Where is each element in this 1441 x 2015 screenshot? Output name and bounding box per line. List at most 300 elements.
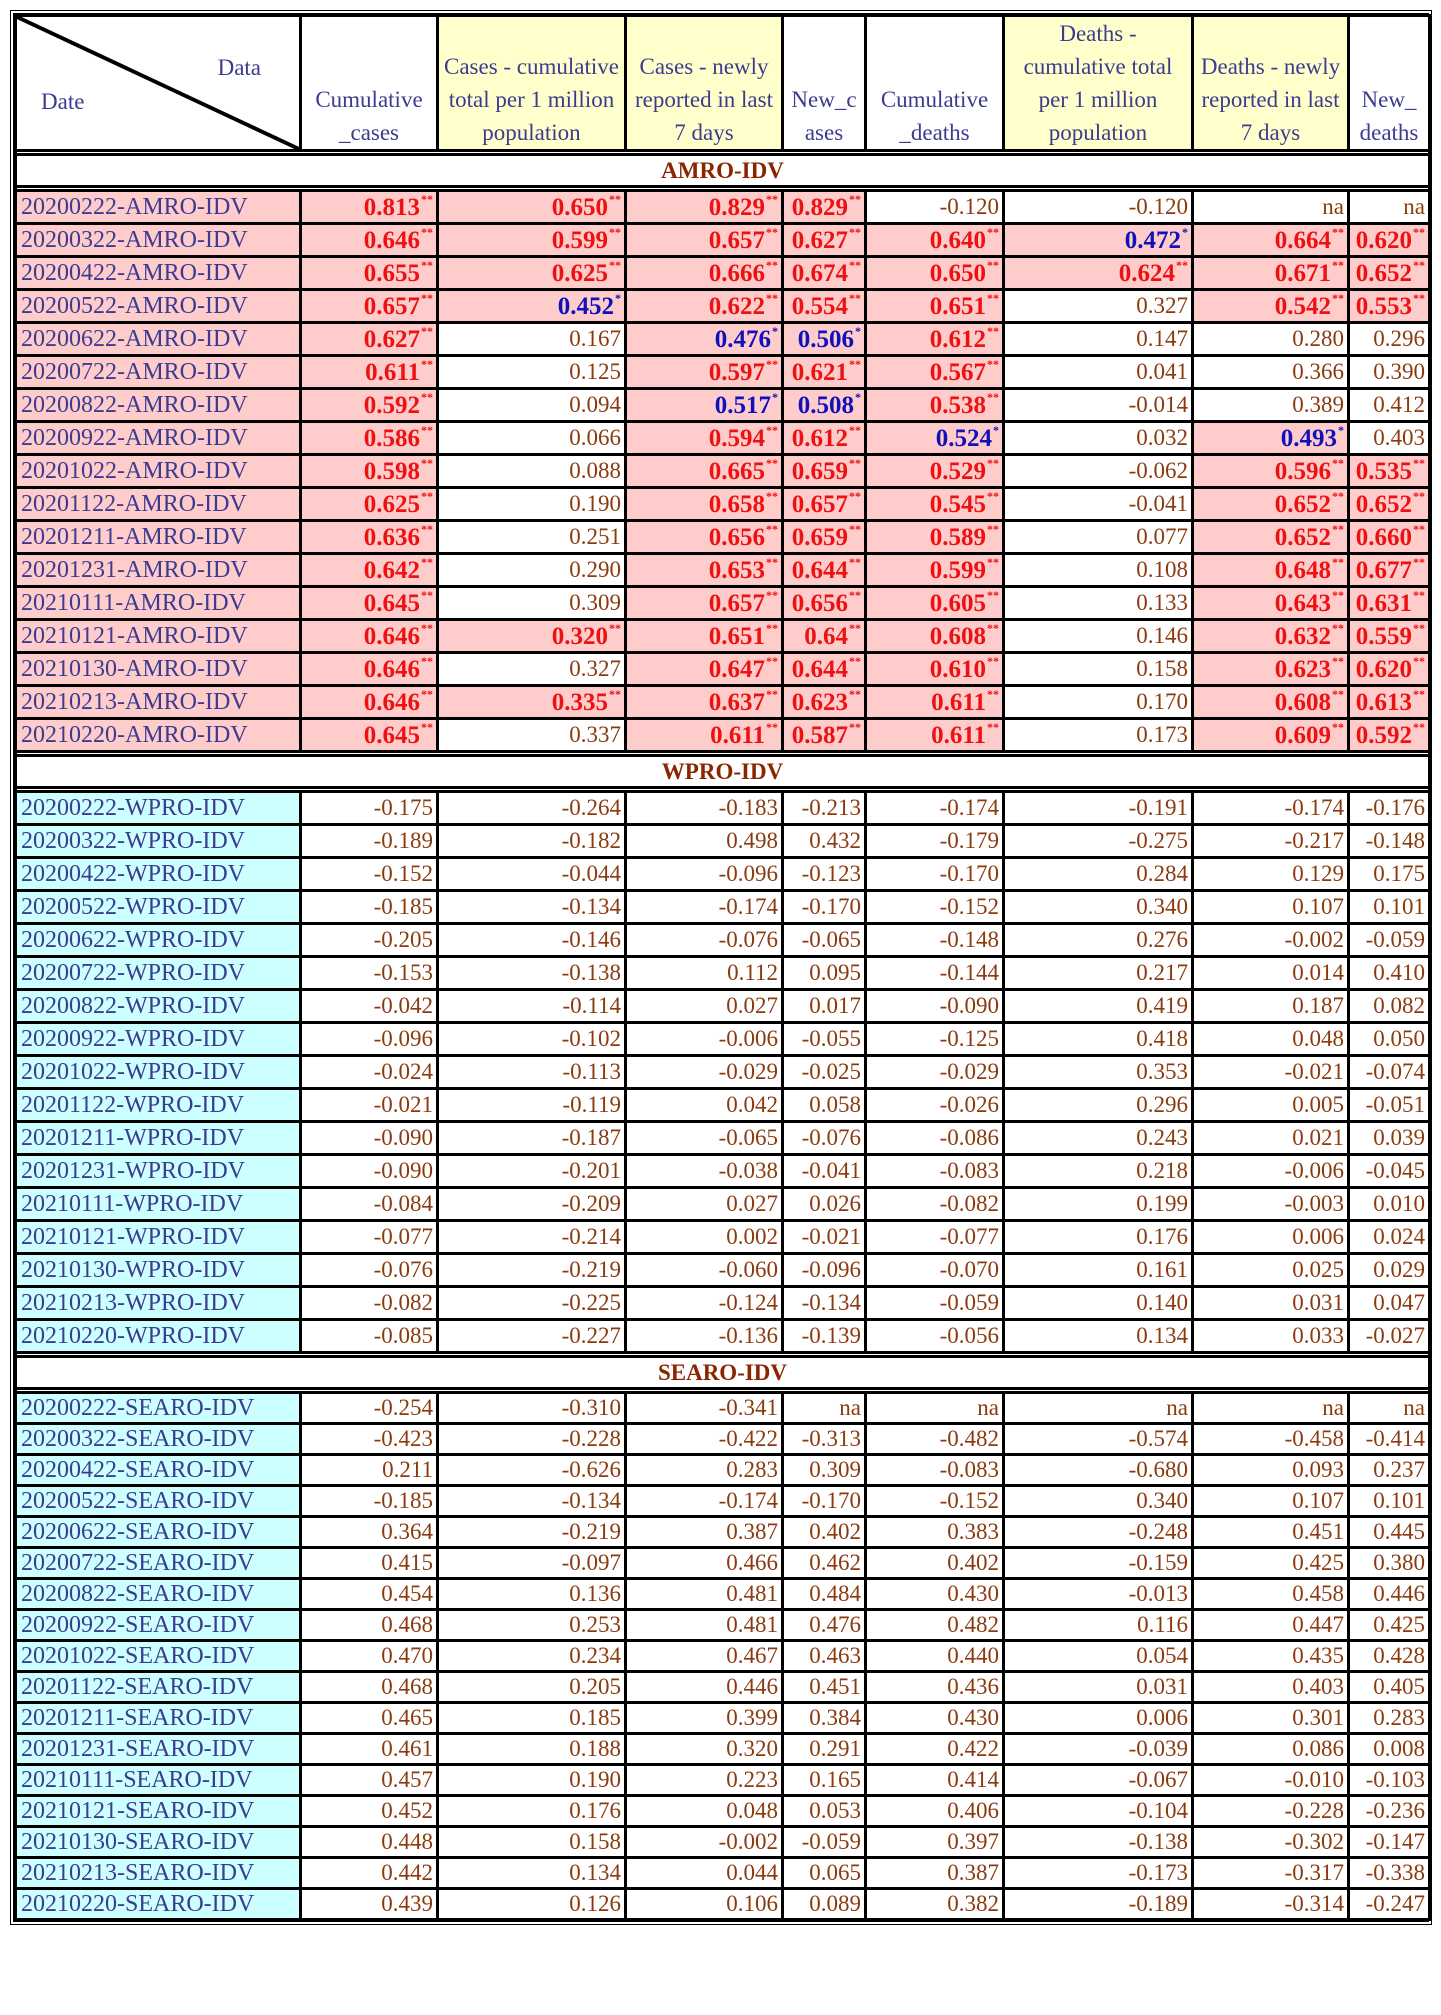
value-cell: [626, 290, 783, 323]
significance-double-star-icon: **: [609, 225, 621, 239]
value-cell: -0.228: [438, 1424, 626, 1455]
significance-star-icon: *: [855, 390, 861, 404]
significance-double-star-icon: **: [766, 291, 778, 305]
value-cell: 0.461: [301, 1734, 438, 1765]
significance-double-star-icon: **: [849, 654, 861, 668]
row-date-label: 20200422-WPRO-IDV: [16, 858, 301, 891]
correlation-value: 0.587: [791, 722, 848, 749]
significance-double-star-icon: **: [421, 720, 433, 734]
value-cell: 0.276: [1004, 924, 1193, 957]
significance-star-icon: *: [772, 324, 778, 338]
value-cell: -0.002: [626, 1827, 783, 1858]
significance-star-icon: *: [1338, 423, 1344, 437]
section-header-row: [16, 155, 1430, 187]
value-cell: -0.134: [783, 1287, 866, 1320]
significance-double-star-icon: **: [1332, 654, 1344, 668]
value-cell: 0.077: [1004, 521, 1193, 554]
value-cell: 0.442: [301, 1858, 438, 1889]
value-cell: -0.219: [438, 1517, 626, 1548]
row-date-label: 20201231-SEARO-IDV: [16, 1734, 301, 1765]
significance-double-star-icon: **: [987, 390, 999, 404]
value-cell: -0.173: [1004, 1858, 1193, 1889]
correlation-value: 0.612: [791, 425, 848, 452]
correlation-value: 0.657: [363, 293, 420, 320]
correlation-value: 0.624: [1118, 260, 1175, 287]
value-cell: -0.174: [866, 792, 1004, 825]
value-cell: 0.390: [1349, 356, 1430, 389]
value-cell: -0.482: [866, 1424, 1004, 1455]
value-cell: 0.133: [1004, 587, 1193, 620]
header-row: [16, 16, 1430, 151]
value-cell: 0.108: [1004, 554, 1193, 587]
significance-double-star-icon: **: [766, 555, 778, 569]
correlation-value: 0.612: [929, 326, 986, 353]
significance-double-star-icon: **: [766, 621, 778, 635]
value-cell: 0.176: [1004, 1221, 1193, 1254]
section-title: AMRO-IDV: [16, 155, 1430, 187]
value-cell: -0.170: [866, 858, 1004, 891]
value-cell: [626, 554, 783, 587]
value-cell: -0.187: [438, 1122, 626, 1155]
column-header: New_ deaths: [1349, 16, 1430, 151]
value-cell: [866, 257, 1004, 290]
value-cell: 0.147: [1004, 323, 1193, 356]
correlation-value: 0.652: [1274, 524, 1331, 551]
value-cell: -0.014: [1004, 389, 1193, 422]
value-cell: 0.447: [1193, 1610, 1349, 1641]
value-cell: na: [1193, 1393, 1349, 1424]
value-cell: -0.205: [301, 924, 438, 957]
value-cell: -0.213: [783, 792, 866, 825]
correlation-value: 0.320: [551, 623, 608, 650]
significance-double-star-icon: **: [987, 555, 999, 569]
significance-double-star-icon: **: [987, 357, 999, 371]
value-cell: [1193, 521, 1349, 554]
value-cell: -0.041: [1004, 488, 1193, 521]
significance-double-star-icon: **: [766, 192, 778, 206]
table-row: [16, 1424, 1430, 1455]
row-date-label: 20200822-AMRO-IDV: [16, 389, 301, 422]
value-cell: -0.310: [438, 1393, 626, 1424]
value-cell: 0.406: [866, 1796, 1004, 1827]
table-row: [16, 1827, 1430, 1858]
significance-double-star-icon: **: [1413, 522, 1425, 536]
value-cell: 0.296: [1004, 1089, 1193, 1122]
value-cell: -0.170: [783, 1486, 866, 1517]
value-cell: [866, 719, 1004, 752]
value-cell: 0.435: [1193, 1641, 1349, 1672]
significance-double-star-icon: **: [1332, 588, 1344, 602]
value-cell: -0.029: [626, 1056, 783, 1089]
value-cell: -0.148: [866, 924, 1004, 957]
value-cell: 0.047: [1349, 1287, 1430, 1320]
correlation-value: 0.829: [791, 194, 848, 221]
value-cell: -0.090: [866, 990, 1004, 1023]
value-cell: -0.152: [866, 1486, 1004, 1517]
correlation-value: 0.652: [1274, 491, 1331, 518]
row-date-label: 20200622-SEARO-IDV: [16, 1517, 301, 1548]
value-cell: 0.129: [1193, 858, 1349, 891]
value-cell: [626, 653, 783, 686]
value-cell: 0.465: [301, 1703, 438, 1734]
value-cell: 0.389: [1193, 389, 1349, 422]
correlation-value: 0.643: [1274, 590, 1331, 617]
table-row: [16, 1703, 1430, 1734]
correlation-value: 0.599: [929, 557, 986, 584]
correlation-value: 0.659: [791, 524, 848, 551]
value-cell: [626, 719, 783, 752]
value-cell: [626, 389, 783, 422]
row-date-label: 20201022-AMRO-IDV: [16, 455, 301, 488]
significance-double-star-icon: **: [849, 489, 861, 503]
significance-double-star-icon: **: [766, 687, 778, 701]
value-cell: -0.176: [1349, 792, 1430, 825]
value-cell: -0.626: [438, 1455, 626, 1486]
value-cell: -0.147: [1349, 1827, 1430, 1858]
value-cell: -0.152: [866, 891, 1004, 924]
table-row: [16, 1672, 1430, 1703]
value-cell: -0.302: [1193, 1827, 1349, 1858]
significance-double-star-icon: **: [987, 324, 999, 338]
correlation-value: 0.664: [1274, 227, 1331, 254]
value-cell: 0.448: [301, 1827, 438, 1858]
value-cell: 0.008: [1349, 1734, 1430, 1765]
correlation-value: 0.553: [1355, 293, 1412, 320]
value-cell: -0.214: [438, 1221, 626, 1254]
table-row: [16, 455, 1430, 488]
table-row: [16, 1548, 1430, 1579]
correlation-value: 0.567: [929, 359, 986, 386]
table-row: [16, 1517, 1430, 1548]
row-date-label: 20201122-WPRO-IDV: [16, 1089, 301, 1122]
value-cell: 0.134: [438, 1858, 626, 1889]
significance-star-icon: *: [615, 291, 621, 305]
table-row: [16, 1641, 1430, 1672]
row-date-label: 20200222-AMRO-IDV: [16, 191, 301, 224]
significance-double-star-icon: **: [421, 324, 433, 338]
value-cell: 0.463: [783, 1641, 866, 1672]
correlation-value: 0.506: [797, 326, 854, 353]
value-cell: [626, 323, 783, 356]
correlation-value: 0.651: [929, 293, 986, 320]
significance-double-star-icon: **: [1413, 489, 1425, 503]
table-row: [16, 825, 1430, 858]
value-cell: [866, 290, 1004, 323]
significance-double-star-icon: **: [987, 687, 999, 701]
value-cell: [783, 620, 866, 653]
value-cell: -0.070: [866, 1254, 1004, 1287]
value-cell: 0.027: [626, 990, 783, 1023]
value-cell: -0.025: [783, 1056, 866, 1089]
value-cell: -0.313: [783, 1424, 866, 1455]
table-row: [16, 1221, 1430, 1254]
value-cell: 0.452: [301, 1796, 438, 1827]
value-cell: 0.462: [783, 1548, 866, 1579]
significance-double-star-icon: **: [766, 456, 778, 470]
significance-double-star-icon: **: [421, 291, 433, 305]
value-cell: -0.170: [783, 891, 866, 924]
value-cell: 0.301: [1193, 1703, 1349, 1734]
significance-double-star-icon: **: [987, 225, 999, 239]
significance-double-star-icon: **: [849, 555, 861, 569]
value-cell: -0.104: [1004, 1796, 1193, 1827]
value-cell: 0.175: [1349, 858, 1430, 891]
value-cell: [783, 554, 866, 587]
value-cell: [301, 191, 438, 224]
significance-double-star-icon: **: [421, 654, 433, 668]
significance-star-icon: *: [1182, 225, 1188, 239]
value-cell: -0.174: [626, 891, 783, 924]
value-cell: -0.120: [1004, 191, 1193, 224]
value-cell: 0.095: [783, 957, 866, 990]
table-row: [16, 653, 1430, 686]
value-cell: 0.446: [626, 1672, 783, 1703]
value-cell: 0.101: [1349, 891, 1430, 924]
value-cell: [626, 521, 783, 554]
correlation-value: 0.524: [935, 425, 992, 452]
column-header: Cases - newly reported in last 7 days: [626, 16, 783, 151]
value-cell: -0.314: [1193, 1889, 1349, 1920]
value-cell: [301, 686, 438, 719]
significance-double-star-icon: **: [1413, 621, 1425, 635]
value-cell: -0.317: [1193, 1858, 1349, 1889]
table-row: [16, 323, 1430, 356]
value-cell: -0.227: [438, 1320, 626, 1353]
significance-double-star-icon: **: [849, 423, 861, 437]
correlation-value: 0.657: [791, 491, 848, 518]
table-row: [16, 1858, 1430, 1889]
value-cell: 0.470: [301, 1641, 438, 1672]
significance-double-star-icon: **: [609, 192, 621, 206]
value-cell: 0.366: [1193, 356, 1349, 389]
value-cell: 0.484: [783, 1579, 866, 1610]
value-cell: -0.090: [301, 1155, 438, 1188]
value-cell: -0.174: [626, 1486, 783, 1517]
significance-double-star-icon: **: [987, 456, 999, 470]
value-cell: 0.280: [1193, 323, 1349, 356]
value-cell: -0.247: [1349, 1889, 1430, 1920]
value-cell: [866, 389, 1004, 422]
value-cell: [301, 554, 438, 587]
correlation-value: 0.517: [714, 392, 771, 419]
significance-double-star-icon: **: [609, 621, 621, 635]
correlation-value: 0.644: [791, 656, 848, 683]
significance-double-star-icon: **: [1332, 258, 1344, 272]
correlation-value: 0.648: [1274, 557, 1331, 584]
value-cell: -0.082: [866, 1188, 1004, 1221]
value-cell: -0.191: [1004, 792, 1193, 825]
table-row: [16, 389, 1430, 422]
value-cell: -0.060: [626, 1254, 783, 1287]
value-cell: -0.124: [626, 1287, 783, 1320]
value-cell: [1193, 455, 1349, 488]
value-cell: 0.432: [783, 825, 866, 858]
value-cell: [301, 389, 438, 422]
value-cell: -0.026: [866, 1089, 1004, 1122]
value-cell: 0.405: [1349, 1672, 1430, 1703]
value-cell: 0.309: [783, 1455, 866, 1486]
value-cell: -0.077: [301, 1221, 438, 1254]
value-cell: 0.283: [1349, 1703, 1430, 1734]
row-date-label: 20201211-WPRO-IDV: [16, 1122, 301, 1155]
row-date-label: 20200522-SEARO-IDV: [16, 1486, 301, 1517]
correlation-value: 0.655: [363, 260, 420, 287]
correlation-value: 0.611: [710, 722, 765, 749]
correlation-value: 0.594: [708, 425, 765, 452]
value-cell: -0.146: [438, 924, 626, 957]
value-cell: 0.251: [438, 521, 626, 554]
value-cell: 0.006: [1004, 1703, 1193, 1734]
corner-data-label: Data: [217, 55, 261, 80]
value-cell: 0.116: [1004, 1610, 1193, 1641]
significance-double-star-icon: **: [849, 357, 861, 371]
value-cell: [626, 257, 783, 290]
correlation-value: 0.646: [363, 689, 420, 716]
value-cell: -0.002: [1193, 924, 1349, 957]
table-row: [16, 290, 1430, 323]
value-cell: 0.188: [438, 1734, 626, 1765]
correlation-value: 0.476: [714, 326, 771, 353]
value-cell: -0.423: [301, 1424, 438, 1455]
table-row: [16, 422, 1430, 455]
value-cell: [866, 422, 1004, 455]
value-cell: [783, 356, 866, 389]
correlation-value: 0.589: [929, 524, 986, 551]
row-date-label: 20210130-SEARO-IDV: [16, 1827, 301, 1858]
row-date-label: 20200822-WPRO-IDV: [16, 990, 301, 1023]
correlation-value: 0.545: [929, 491, 986, 518]
value-cell: 0.387: [866, 1858, 1004, 1889]
value-cell: -0.264: [438, 792, 626, 825]
value-cell: -0.074: [1349, 1056, 1430, 1089]
row-date-label: 20210213-AMRO-IDV: [16, 686, 301, 719]
value-cell: -0.225: [438, 1287, 626, 1320]
correlation-value: 0.650: [551, 194, 608, 221]
value-cell: 0.451: [783, 1672, 866, 1703]
section-header-row: [16, 1357, 1430, 1389]
value-cell: 0.048: [1193, 1023, 1349, 1056]
table-row: [16, 1023, 1430, 1056]
value-cell: [626, 488, 783, 521]
significance-double-star-icon: **: [766, 225, 778, 239]
value-cell: [1349, 554, 1430, 587]
significance-double-star-icon: **: [987, 621, 999, 635]
value-cell: -0.024: [301, 1056, 438, 1089]
correlation-value: 0.659: [791, 458, 848, 485]
significance-double-star-icon: **: [766, 489, 778, 503]
value-cell: 0.476: [783, 1610, 866, 1641]
row-date-label: 20200422-SEARO-IDV: [16, 1455, 301, 1486]
value-cell: -0.083: [866, 1455, 1004, 1486]
row-date-label: 20210130-WPRO-IDV: [16, 1254, 301, 1287]
table-row: [16, 488, 1430, 521]
row-date-label: 20210111-WPRO-IDV: [16, 1188, 301, 1221]
value-cell: 0.032: [1004, 422, 1193, 455]
value-cell: -0.076: [626, 924, 783, 957]
value-cell: -0.084: [301, 1188, 438, 1221]
value-cell: -0.062: [1004, 455, 1193, 488]
value-cell: -0.136: [626, 1320, 783, 1353]
significance-double-star-icon: **: [987, 291, 999, 305]
value-cell: 0.094: [438, 389, 626, 422]
value-cell: 0.467: [626, 1641, 783, 1672]
value-cell: [1193, 488, 1349, 521]
correlation-value: 0.646: [363, 227, 420, 254]
value-cell: [783, 521, 866, 554]
value-cell: 0.468: [301, 1672, 438, 1703]
table-row: [16, 224, 1430, 257]
value-cell: [301, 653, 438, 686]
value-cell: -0.006: [1193, 1155, 1349, 1188]
significance-double-star-icon: **: [766, 423, 778, 437]
value-cell: 0.253: [438, 1610, 626, 1641]
correlation-value: 0.554: [791, 293, 848, 320]
table-row: [16, 792, 1430, 825]
value-cell: 0.136: [438, 1579, 626, 1610]
row-date-label: 20201211-SEARO-IDV: [16, 1703, 301, 1734]
value-cell: [1349, 521, 1430, 554]
value-cell: 0.340: [1004, 1486, 1193, 1517]
value-cell: 0.482: [866, 1610, 1004, 1641]
value-cell: [783, 323, 866, 356]
correlation-value: 0.620: [1355, 227, 1412, 254]
correlation-value: 0.640: [929, 227, 986, 254]
significance-double-star-icon: **: [987, 489, 999, 503]
correlation-value: 0.677: [1355, 557, 1412, 584]
value-cell: 0.089: [783, 1889, 866, 1920]
significance-double-star-icon: **: [849, 291, 861, 305]
value-cell: -0.076: [783, 1122, 866, 1155]
row-date-label: 20210130-AMRO-IDV: [16, 653, 301, 686]
value-cell: -0.027: [1349, 1320, 1430, 1353]
value-cell: [301, 521, 438, 554]
value-cell: -0.097: [438, 1548, 626, 1579]
value-cell: 0.031: [1004, 1672, 1193, 1703]
value-cell: 0.173: [1004, 719, 1193, 752]
value-cell: -0.013: [1004, 1579, 1193, 1610]
correlation-value: 0.636: [363, 524, 420, 551]
correlation-value: 0.627: [791, 227, 848, 254]
value-cell: [301, 620, 438, 653]
value-cell: 0.010: [1349, 1188, 1430, 1221]
value-cell: 0.397: [866, 1827, 1004, 1858]
correlation-value: 0.625: [551, 260, 608, 287]
table-row: [16, 858, 1430, 891]
value-cell: 0.458: [1193, 1579, 1349, 1610]
significance-double-star-icon: **: [1413, 654, 1425, 668]
value-cell: 0.382: [866, 1889, 1004, 1920]
significance-star-icon: *: [993, 423, 999, 437]
value-cell: -0.065: [783, 924, 866, 957]
correlation-value: 0.623: [1274, 656, 1331, 683]
value-cell: 0.284: [1004, 858, 1193, 891]
table-row: [16, 1056, 1430, 1089]
row-date-label: 20200522-AMRO-IDV: [16, 290, 301, 323]
row-date-label: 20210121-SEARO-IDV: [16, 1796, 301, 1827]
table-row: [16, 587, 1430, 620]
column-header: Deaths - newly reported in last 7 days: [1193, 16, 1349, 151]
value-cell: 0.176: [438, 1796, 626, 1827]
row-date-label: 20200222-SEARO-IDV: [16, 1393, 301, 1424]
value-cell: 0.088: [438, 455, 626, 488]
value-cell: 0.005: [1193, 1089, 1349, 1122]
correlation-value: 0.611: [365, 359, 420, 386]
significance-double-star-icon: **: [421, 423, 433, 437]
value-cell: 0.029: [1349, 1254, 1430, 1287]
value-cell: [438, 224, 626, 257]
correlation-value: 0.657: [708, 227, 765, 254]
value-cell: [1193, 224, 1349, 257]
